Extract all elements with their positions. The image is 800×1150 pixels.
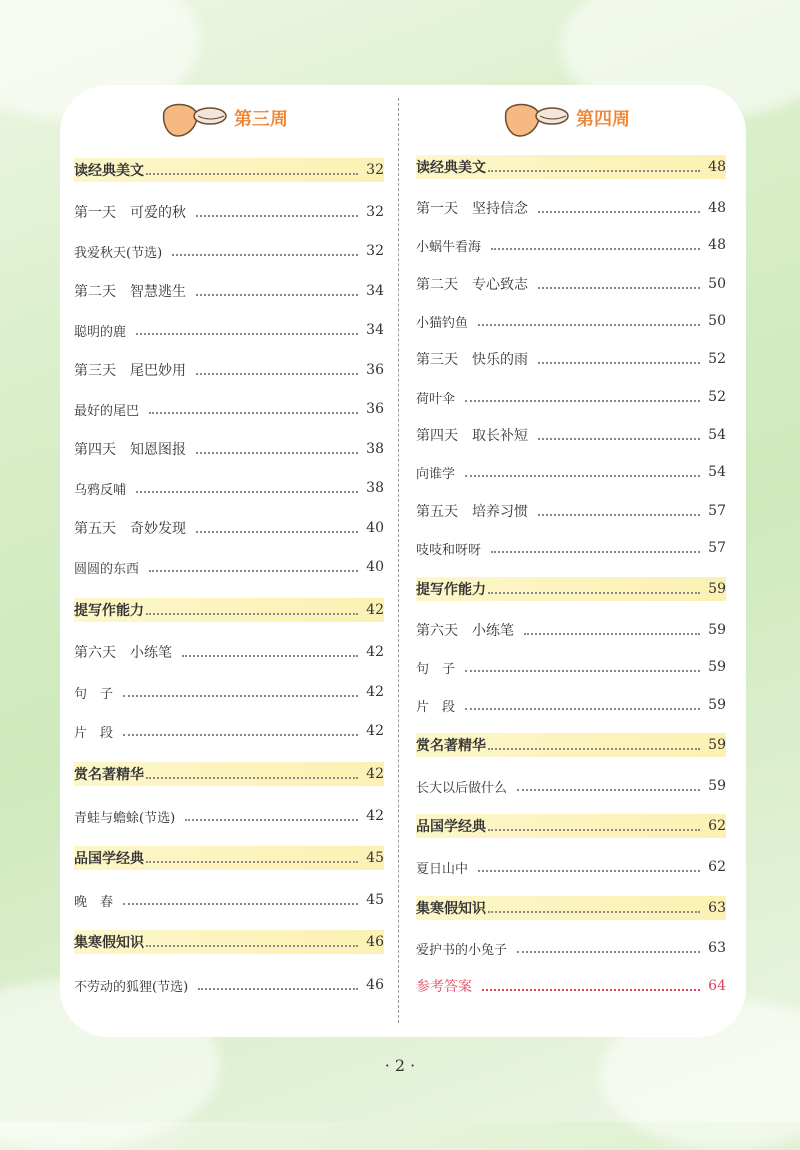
page-number: · 2 · xyxy=(384,1056,416,1075)
week-header-right xyxy=(502,98,630,138)
section-heading[interactable] xyxy=(416,155,726,179)
dot-leader xyxy=(465,400,700,402)
dot-leader xyxy=(136,333,358,335)
dot-leader xyxy=(524,633,700,635)
entry-title: 向谁学 xyxy=(416,466,456,482)
toc-entry[interactable] xyxy=(74,200,384,224)
entry-page-number: 45 xyxy=(366,892,384,908)
entry-page-number: 59 xyxy=(708,659,726,675)
week-header-left xyxy=(160,98,288,138)
toc-entry[interactable] xyxy=(416,272,726,296)
entry-page-number: 54 xyxy=(708,464,726,480)
dot-leader xyxy=(123,734,358,736)
toc-entry[interactable] xyxy=(416,655,726,679)
toc-entry[interactable] xyxy=(416,499,726,523)
section-heading[interactable] xyxy=(74,598,384,622)
dot-leader xyxy=(185,819,358,821)
entry-page-number: 38 xyxy=(366,441,384,457)
dot-leader xyxy=(146,173,358,175)
seashell-icon xyxy=(502,98,570,138)
toc-entry[interactable] xyxy=(74,888,384,912)
entry-page-number: 64 xyxy=(708,978,726,994)
dot-leader xyxy=(488,911,700,913)
entry-page-number: 32 xyxy=(366,204,384,220)
dot-leader xyxy=(196,373,358,375)
entry-title: 第二天 智慧逃生 xyxy=(74,284,186,300)
entry-page-number: 50 xyxy=(708,276,726,292)
dot-leader xyxy=(146,613,358,615)
dot-leader xyxy=(538,211,700,213)
toc-entry[interactable] xyxy=(74,804,384,828)
entry-page-number: 38 xyxy=(366,480,384,496)
entry-page-number: 59 xyxy=(708,581,726,597)
toc-entry[interactable] xyxy=(74,397,384,421)
entry-title: 片 段 xyxy=(416,699,456,715)
section-heading[interactable] xyxy=(74,762,384,786)
column-divider xyxy=(398,98,399,1023)
toc-entry[interactable] xyxy=(416,196,726,220)
entry-page-number: 32 xyxy=(366,243,384,259)
dot-leader xyxy=(488,170,700,172)
entry-title: 参考答案 xyxy=(416,979,472,995)
entry-page-number: 42 xyxy=(366,644,384,660)
dot-leader xyxy=(196,294,358,296)
entry-title: 长大以后做什么 xyxy=(416,780,508,796)
section-heading[interactable] xyxy=(74,158,384,182)
dot-leader xyxy=(538,438,700,440)
entry-title: 晚 春 xyxy=(74,894,114,910)
dot-leader xyxy=(196,531,358,533)
dot-leader xyxy=(149,412,358,414)
entry-title: 品国学经典 xyxy=(416,819,486,835)
dot-leader xyxy=(198,988,358,990)
section-heading[interactable] xyxy=(416,814,726,838)
dot-leader xyxy=(538,514,700,516)
toc-entry[interactable] xyxy=(74,719,384,743)
entry-title: 提写作能力 xyxy=(416,582,486,598)
entry-title: 乌鸦反哺 xyxy=(74,482,127,498)
entry-title: 提写作能力 xyxy=(74,603,144,619)
entry-title: 句 子 xyxy=(74,686,114,702)
toc-entry[interactable] xyxy=(416,774,726,798)
dot-leader xyxy=(465,670,700,672)
entry-page-number: 48 xyxy=(708,159,726,175)
dot-leader xyxy=(196,215,358,217)
dot-leader xyxy=(538,362,700,364)
entry-page-number: 36 xyxy=(366,401,384,417)
section-heading[interactable] xyxy=(416,733,726,757)
entry-page-number: 63 xyxy=(708,900,726,916)
entry-title: 小蜗牛看海 xyxy=(416,239,482,255)
dot-leader xyxy=(491,248,700,250)
section-heading[interactable] xyxy=(416,896,726,920)
entry-title: 第四天 知恩图报 xyxy=(74,442,186,458)
dot-leader xyxy=(478,870,700,872)
dot-leader xyxy=(182,655,358,657)
toc-entry[interactable] xyxy=(416,618,726,642)
entry-title: 第六天 小练笔 xyxy=(74,645,172,661)
dot-leader xyxy=(538,287,700,289)
dot-leader xyxy=(517,951,700,953)
toc-entry[interactable] xyxy=(416,423,726,447)
dot-leader xyxy=(123,695,358,697)
entry-page-number: 42 xyxy=(366,808,384,824)
entry-page-number: 40 xyxy=(366,520,384,536)
toc-entry[interactable] xyxy=(416,855,726,879)
toc-entry[interactable] xyxy=(74,476,384,500)
entry-title: 第五天 培养习惯 xyxy=(416,504,528,520)
dot-leader xyxy=(488,829,700,831)
entry-title: 第二天 专心致志 xyxy=(416,277,528,293)
entry-page-number: 42 xyxy=(366,766,384,782)
entry-page-number: 50 xyxy=(708,313,726,329)
entry-page-number: 59 xyxy=(708,737,726,753)
week-title: 第三周 xyxy=(234,109,288,130)
entry-page-number: 59 xyxy=(708,697,726,713)
entry-title: 赏名著精华 xyxy=(416,738,486,754)
entry-title: 品国学经典 xyxy=(74,851,144,867)
toc-entry[interactable] xyxy=(416,385,726,409)
toc-entry[interactable] xyxy=(74,358,384,382)
entry-page-number: 57 xyxy=(708,503,726,519)
entry-page-number: 42 xyxy=(366,602,384,618)
toc-entry[interactable] xyxy=(74,279,384,303)
entry-title: 集寒假知识 xyxy=(416,901,486,917)
toc-entry[interactable] xyxy=(416,347,726,371)
dot-leader xyxy=(478,324,700,326)
section-heading[interactable] xyxy=(416,577,726,601)
toc-entry[interactable] xyxy=(74,973,384,997)
dot-leader xyxy=(488,592,700,594)
entry-title: 圆圆的东西 xyxy=(74,561,140,577)
entry-title: 第六天 小练笔 xyxy=(416,623,514,639)
entry-title: 小猫钓鱼 xyxy=(416,315,469,331)
entry-title: 我爱秋天(节选) xyxy=(74,245,163,261)
toc-entry[interactable] xyxy=(416,233,726,257)
entry-title: 集寒假知识 xyxy=(74,935,144,951)
entry-page-number: 63 xyxy=(708,940,726,956)
entry-title: 爱护书的小兔子 xyxy=(416,942,508,958)
dot-leader xyxy=(465,475,700,477)
entry-page-number: 54 xyxy=(708,427,726,443)
entry-page-number: 48 xyxy=(708,237,726,253)
toc-entry[interactable] xyxy=(416,936,726,960)
entry-title: 片 段 xyxy=(74,725,114,741)
entry-page-number: 46 xyxy=(366,934,384,950)
entry-title: 荷叶伞 xyxy=(416,391,456,407)
entry-page-number: 42 xyxy=(366,723,384,739)
dot-leader xyxy=(196,452,358,454)
entry-title: 不劳动的狐狸(节选) xyxy=(74,979,189,995)
toc-entry[interactable] xyxy=(74,437,384,461)
entry-page-number: 62 xyxy=(708,818,726,834)
entry-page-number: 45 xyxy=(366,850,384,866)
toc-entry[interactable] xyxy=(74,239,384,263)
toc-entry[interactable] xyxy=(416,693,726,717)
seashell-icon xyxy=(160,98,228,138)
dot-leader xyxy=(146,861,358,863)
entry-title: 第三天 尾巴妙用 xyxy=(74,363,186,379)
entry-page-number: 59 xyxy=(708,778,726,794)
entry-title: 读经典美文 xyxy=(416,160,486,176)
entry-title: 读经典美文 xyxy=(74,163,144,179)
entry-page-number: 42 xyxy=(366,684,384,700)
entry-title: 句 子 xyxy=(416,661,456,677)
entry-title: 聪明的鹿 xyxy=(74,324,127,340)
dot-leader xyxy=(146,777,358,779)
entry-title: 吱吱和呀呀 xyxy=(416,542,482,558)
toc-entry[interactable] xyxy=(74,640,384,664)
toc-entry[interactable] xyxy=(74,555,384,579)
toc-entry[interactable] xyxy=(416,536,726,560)
week-title: 第四周 xyxy=(576,109,630,130)
entry-title: 夏日山中 xyxy=(416,861,469,877)
entry-title: 第四天 取长补短 xyxy=(416,428,528,444)
dot-leader xyxy=(482,989,700,991)
entry-page-number: 57 xyxy=(708,540,726,556)
entry-page-number: 52 xyxy=(708,351,726,367)
toc-entry[interactable] xyxy=(416,309,726,333)
entry-title: 第一天 可爱的秋 xyxy=(74,205,186,221)
entry-page-number: 34 xyxy=(366,322,384,338)
entry-page-number: 40 xyxy=(366,559,384,575)
section-heading[interactable] xyxy=(74,930,384,954)
dot-leader xyxy=(491,551,700,553)
entry-title: 青蛙与蟾蜍(节选) xyxy=(74,810,176,826)
entry-page-number: 46 xyxy=(366,977,384,993)
entry-title: 赏名著精华 xyxy=(74,767,144,783)
entry-title: 最好的尾巴 xyxy=(74,403,140,419)
entry-title: 第三天 快乐的雨 xyxy=(416,352,528,368)
dot-leader xyxy=(149,570,358,572)
toc-entry[interactable] xyxy=(74,318,384,342)
entry-page-number: 59 xyxy=(708,622,726,638)
entry-title: 第五天 奇妙发现 xyxy=(74,521,186,537)
dot-leader xyxy=(517,789,700,791)
toc-entry[interactable] xyxy=(74,680,384,704)
entry-page-number: 36 xyxy=(366,362,384,378)
entry-page-number: 48 xyxy=(708,200,726,216)
entry-page-number: 34 xyxy=(366,283,384,299)
toc-entry[interactable] xyxy=(74,516,384,540)
toc-entry[interactable] xyxy=(416,460,726,484)
dot-leader xyxy=(136,491,358,493)
dot-leader xyxy=(465,708,700,710)
entry-page-number: 62 xyxy=(708,859,726,875)
section-heading[interactable] xyxy=(74,846,384,870)
dot-leader xyxy=(172,254,358,256)
entry-title: 第一天 坚持信念 xyxy=(416,201,528,217)
entry-page-number: 52 xyxy=(708,389,726,405)
dot-leader xyxy=(146,945,358,947)
dot-leader xyxy=(123,903,358,905)
entry-page-number: 32 xyxy=(366,162,384,178)
dot-leader xyxy=(488,748,700,750)
answers-entry[interactable] xyxy=(416,974,726,998)
